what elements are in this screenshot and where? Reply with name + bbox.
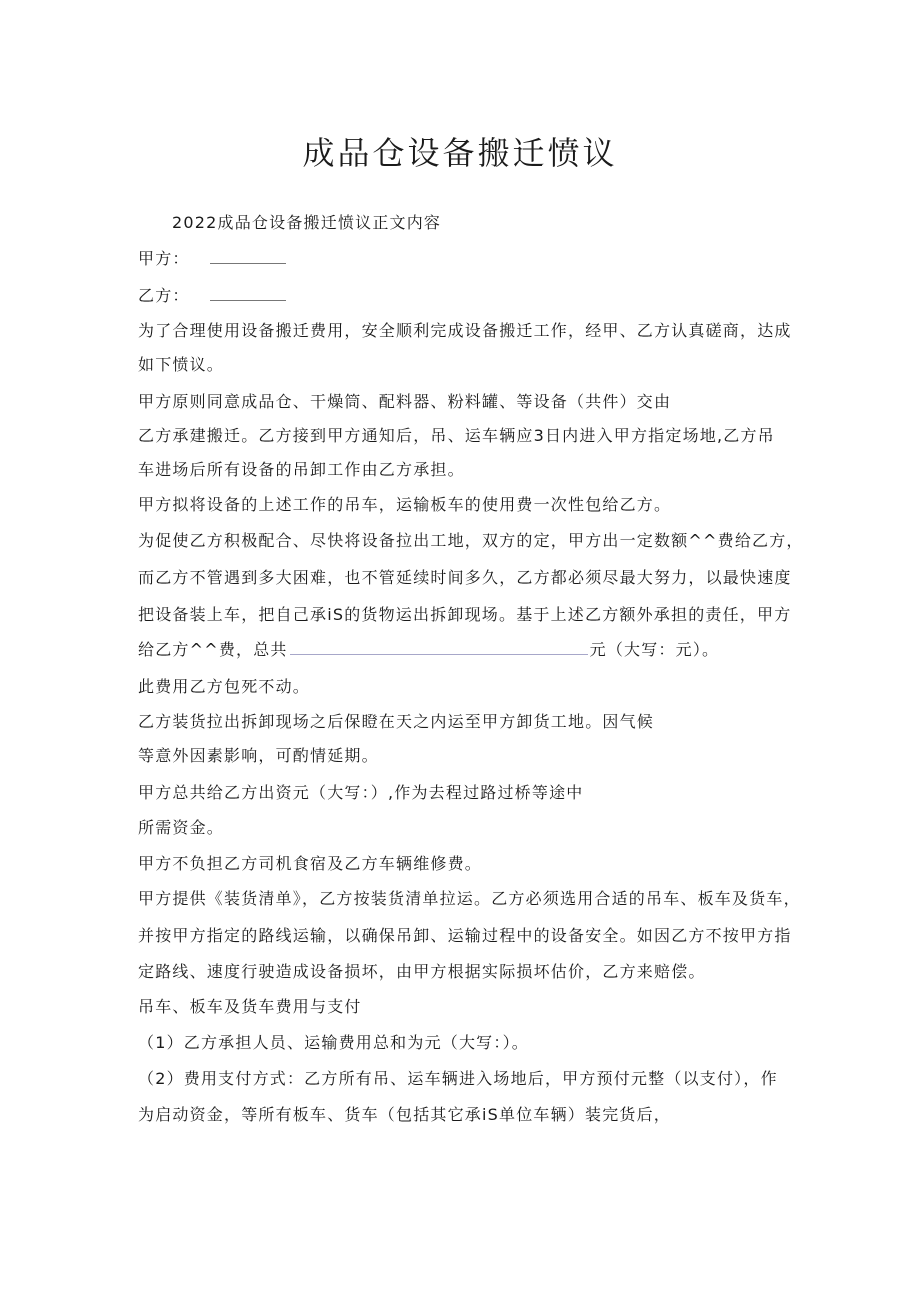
body-line: 如下愤议。 (138, 355, 225, 374)
body-line: 甲方提供《装货清单》，乙方按装货清单拉运。乙方必须选用合适的吊车、板车及货车， (138, 889, 801, 908)
payment-suffix: 元（大写：元）。 (589, 640, 720, 659)
party-a-line (138, 248, 798, 270)
party-b-blank (210, 286, 286, 301)
payment-prefix: 给乙方^^费，总共 (138, 640, 288, 659)
body-line: 而乙方不管遇到多大困难，也不管延续时间多久，乙方都必须尽最大努力，以最快速度 (138, 568, 792, 587)
amount-blank (290, 640, 588, 655)
section-heading: 吊车、板车及货车费用与支付 (138, 997, 362, 1016)
body-line: 此费用乙方包死不动。 (138, 677, 311, 696)
party-b-label: 乙方： (138, 286, 190, 305)
body-line: 定路线、速度行驶造成设备损坏，由甲方根据实际损坏估价，乙方来赔偿。 (138, 962, 706, 981)
body-line: （1）乙方承担人员、运输费用总和为元（大写：）。 (138, 1033, 529, 1052)
party-b-line (138, 285, 798, 307)
body-line: （2）费用支付方式：乙方所有吊、运车辆进入场地后，甲方预付元整（以支付），作 (138, 1069, 778, 1088)
payment-line (138, 639, 798, 661)
body-line: 为促使乙方积极配合、尽快将设备拉出工地，双方的定，甲方出一定数额^^费给乙方， (138, 531, 804, 550)
subtitle-line: 2022成品仓设备搬迁愤议正文内容 (172, 213, 442, 232)
body-line: 甲方总共给乙方出资元（大写：）,作为去程过路过桥等途中 (138, 783, 584, 802)
body-line: 为启动资金，等所有板车、货车（包括其它承iS单位车辆）装完货后， (138, 1105, 672, 1124)
body-line: 车进场后所有设备的吊卸工作由乙方承担。 (138, 460, 465, 479)
body-line: 把设备装上车，把自己承iS的货物运出拆卸现场。基于上述乙方额外承担的责任，甲方 (138, 605, 792, 624)
body-line: 甲方不负担乙方司机食宿及乙方车辆维修费。 (138, 854, 483, 873)
document-title: 成品仓设备搬迁愤议 (302, 134, 618, 172)
party-a-blank (210, 249, 286, 264)
body-line: 甲方拟将设备的上述工作的吊车，运输板车的使用费一次性包给乙方。 (138, 495, 672, 514)
body-line: 所需资金。 (138, 818, 225, 837)
body-line: 乙方装货拉出拆卸现场之后保瞪在天之内运至甲方卸货工地。因气候 (138, 712, 655, 731)
body-line: 等意外因素影响，可酌情延期。 (138, 746, 379, 765)
body-line: 为了合理使用设备搬迁费用，安全顺利完成设备搬迁工作，经甲、乙方认真磋商，达成 (138, 321, 792, 340)
body-line: 甲方原则同意成品仓、干燥筒、配料器、粉料罐、等设备（共件）交由 (138, 392, 672, 411)
party-a-label: 甲方： (138, 249, 190, 268)
body-line: 乙方承建搬迁。乙方接到甲方通知后，吊、运车辆应3日内进入甲方指定场地,乙方吊 (138, 426, 775, 445)
body-line: 并按甲方指定的路线运输，以确保吊卸、运输过程中的设备安全。如因乙方不按甲方指 (138, 926, 792, 945)
